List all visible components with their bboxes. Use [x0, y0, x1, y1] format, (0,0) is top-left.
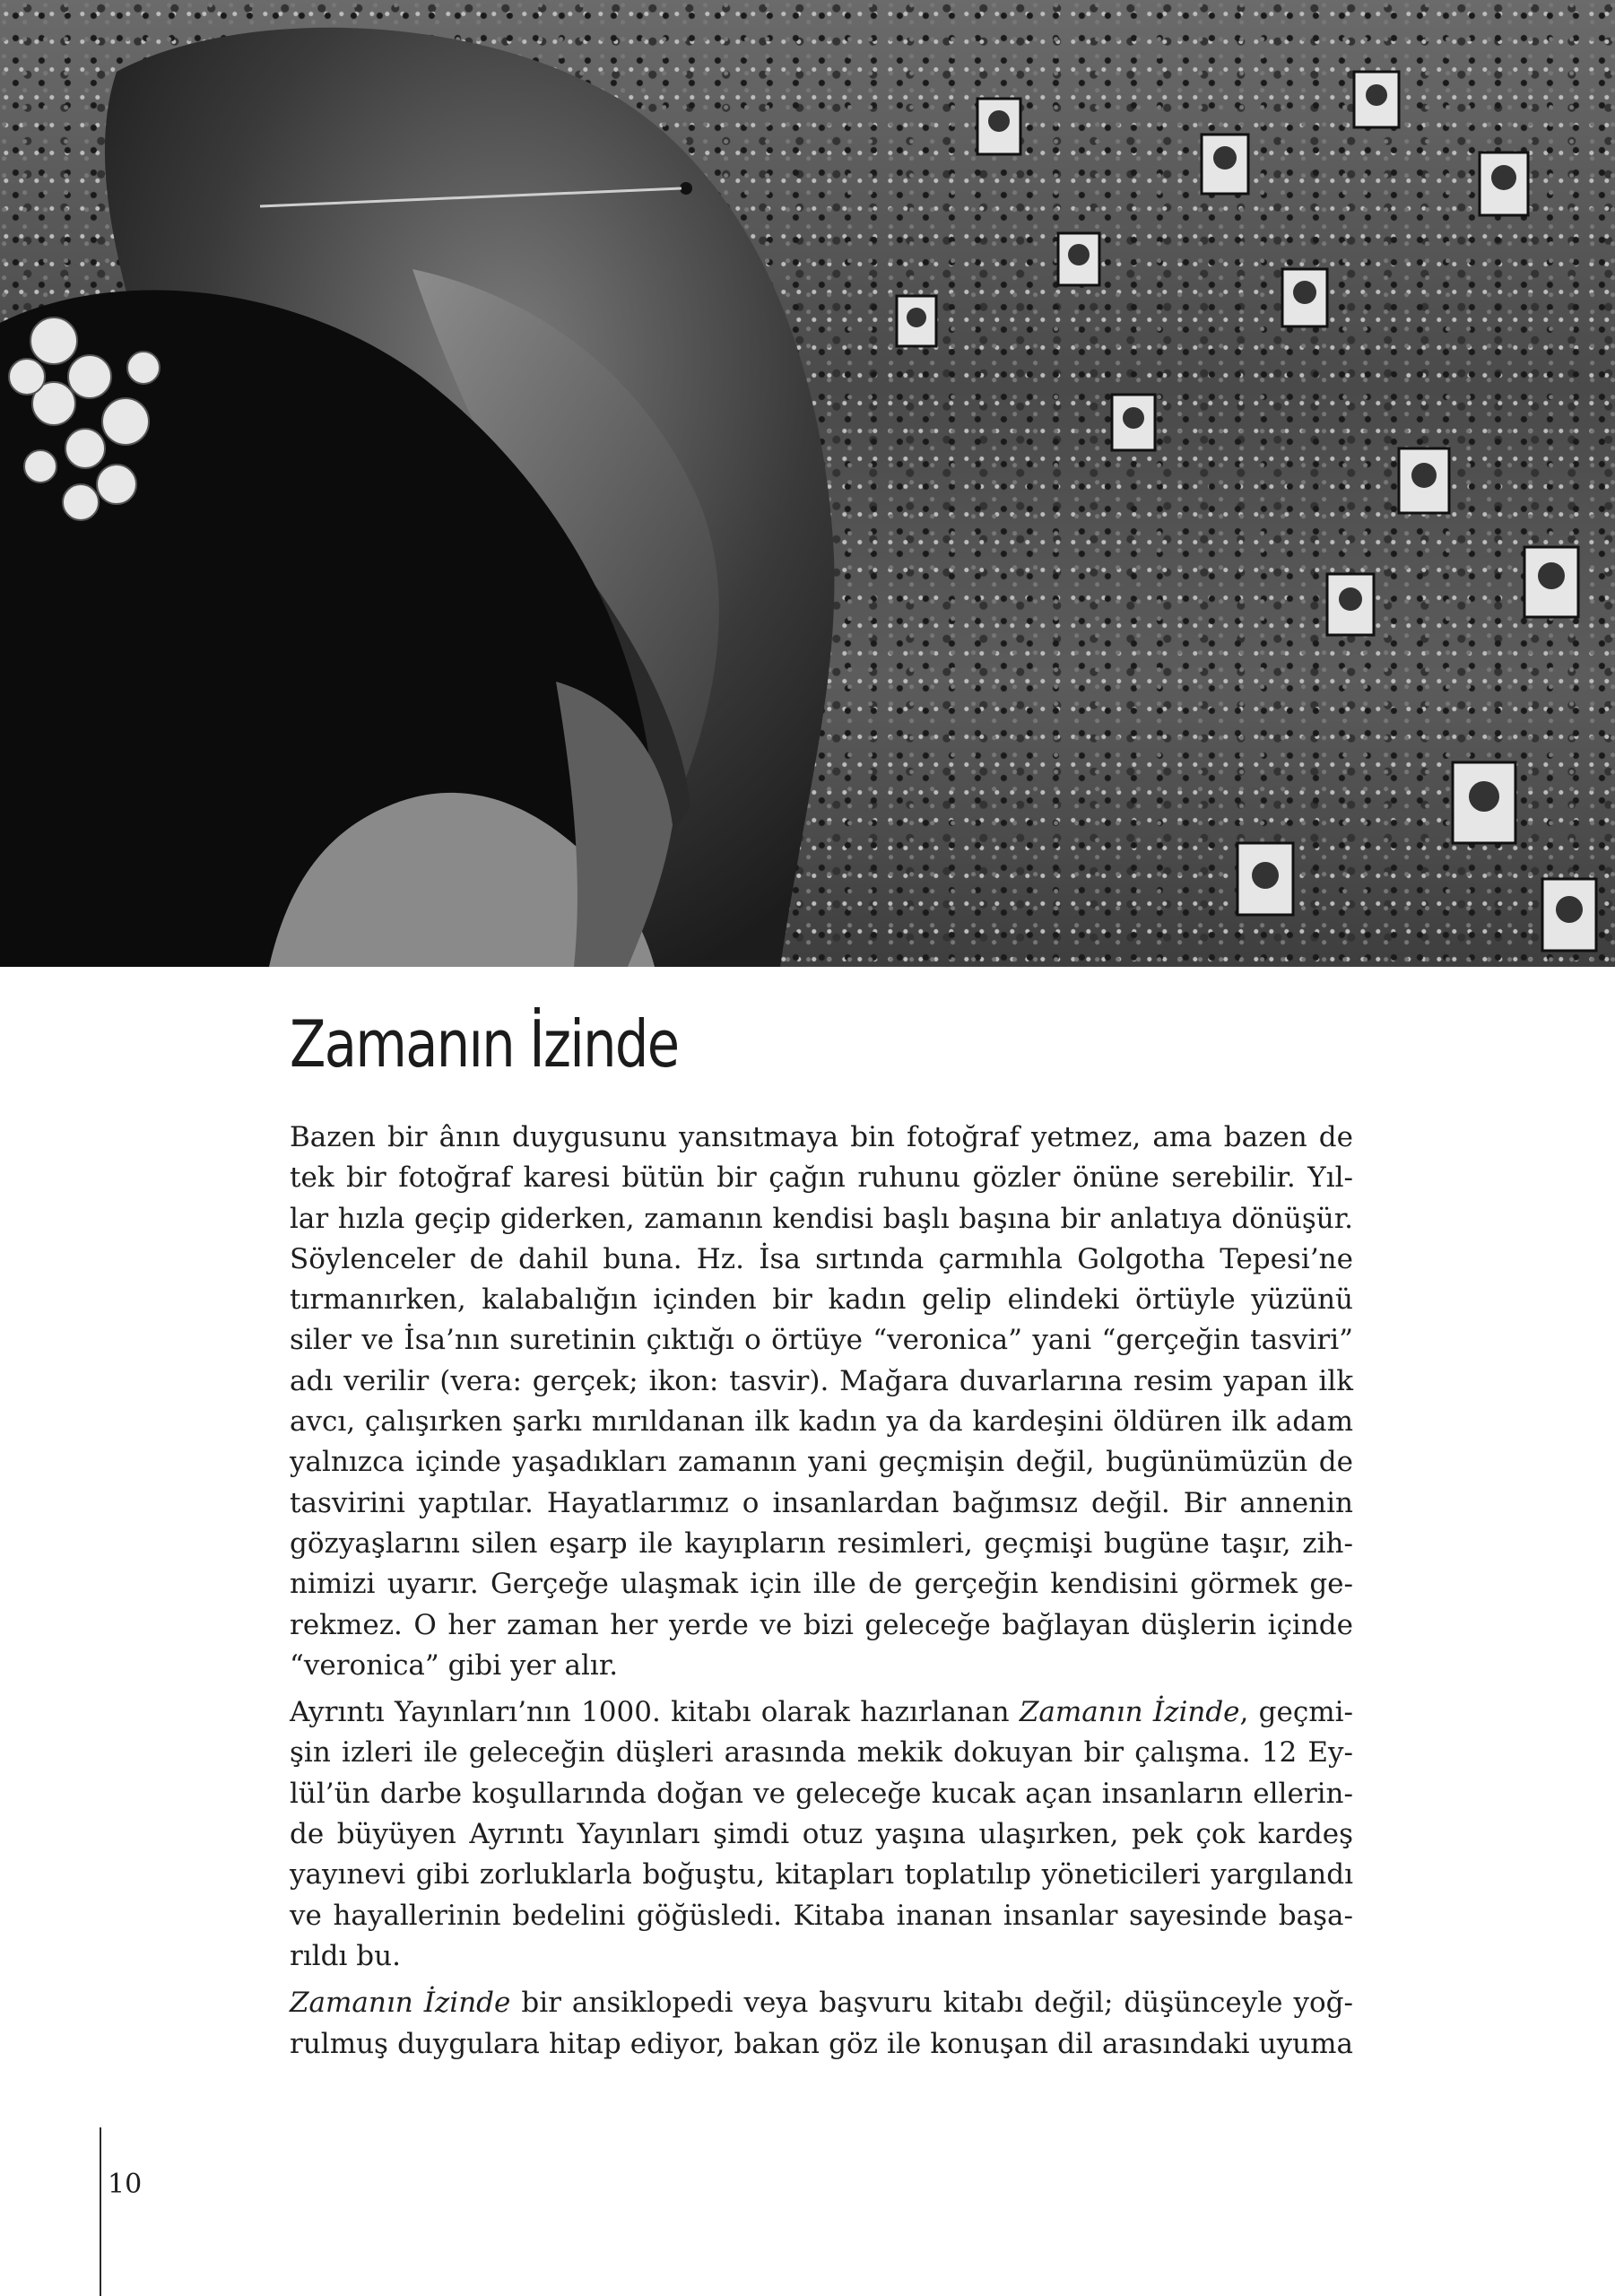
text-line: nimizi uyarır. Gerçeğe ulaşmak için ille de gerçeğin kendisini görmek ge-	[290, 1568, 1353, 1601]
page-title: Zamanın İzinde	[290, 1006, 679, 1082]
text-line: rulmuş duygulara hitap ediyor, bakan göz ile konuşan dil arasındaki uyuma	[290, 2027, 1353, 2060]
book-title-italic: Zamanın İzinde	[1019, 1696, 1240, 1729]
text-line: tek bir fotoğraf karesi bütün bir çağın ruhunu gözler önüne serebilir. Yıl-	[290, 1161, 1353, 1195]
text-line: gözyaşlarını silen eşarp ile kayıpların resimleri, geçmişi bugüne taşır, zih-	[290, 1526, 1353, 1560]
text-line: Bazen bir ânın duygusunu yansıtmaya bin fotoğraf yetmez, ama bazen de	[290, 1121, 1353, 1153]
text-line: lar hızla geçip giderken, zamanın kendisi başlı başına bir anlatıya dönüşür.	[290, 1202, 1353, 1235]
text-line: Söylenceler de dahil buna. Hz. İsa sırtında çarmıhla Golgotha Tepesi’ne	[290, 1242, 1353, 1275]
text-line: tırmanırken, kalabalığın içinden bir kadın gelip elindeki örtüyle yüzünü	[290, 1283, 1353, 1317]
text-line: lül’ün darbe koşullarında doğan ve geleceğe kucak açan insanların ellerin-	[290, 1777, 1353, 1810]
folio-rule	[100, 2127, 101, 2296]
text-line: de büyüyen Ayrıntı Yayınları şimdi otuz yaşına ulaşırken, pek çok kardeş	[290, 1818, 1353, 1851]
text-line	[290, 1983, 1353, 2023]
text-line: adı verilir (vera: gerçek; ikon: tasvir). Mağara duvarlarına resim yapan ilk	[290, 1364, 1353, 1397]
text-line: “veronica” gibi yer alır.	[290, 1648, 619, 1682]
protest-crowd-photo-icon	[0, 0, 1615, 967]
paragraph	[290, 1118, 1353, 1686]
text-line	[290, 1692, 1353, 1733]
text-line: rıldı bu.	[290, 1939, 401, 1972]
paragraph	[290, 1692, 1353, 1977]
text-line: ve hayallerinin bedelini göğüsledi. Kitaba inanan insanlar sayesinde başa-	[290, 1899, 1353, 1932]
text-line: avcı, çalışırken şarkı mırıldanan ilk kadın ya da kardeşini öldüren ilk adam	[290, 1405, 1353, 1439]
text-line: siler ve İsa’nın suretinin çıktığı o örtüye “veronica” yani “gerçeğin tasviri”	[290, 1324, 1353, 1357]
text-line: rekmez. O her zaman her yerde ve bizi geleceğe bağlayan düşlerin içinde	[290, 1608, 1353, 1641]
text-line: yayınevi gibi zorluklarla boğuştu, kitapları toplatılıp yöneticileri yargılandı	[290, 1858, 1353, 1892]
text-run: bir ansiklopedi veya başvuru kitabı değil; düşünceyle yoğ-	[510, 1987, 1353, 2020]
paragraph	[290, 1983, 1353, 2065]
text-line: tasvirini yaptılar. Hayatlarımız o insanlardan bağımsız değil. Bir annenin	[290, 1486, 1353, 1519]
text-line: yalnızca içinde yaşadıkları zamanın yani geçmişin değil, bugünümüzün de	[290, 1446, 1353, 1479]
text-run: Ayrıntı Yayınları’nın 1000. kitabı olarak hazırlanan	[290, 1696, 1020, 1729]
book-title-italic: Zamanın İzinde	[290, 1987, 511, 2020]
page-number: 10	[108, 2169, 143, 2200]
body-text	[290, 1118, 1353, 2071]
text-line: şin izleri ile geleceğin düşleri arasında mekik dokuyan bir çalışma. 12 Ey-	[290, 1736, 1353, 1770]
text-run: , geçmi-	[1239, 1696, 1353, 1729]
protest-crowd-photo	[0, 0, 1615, 967]
